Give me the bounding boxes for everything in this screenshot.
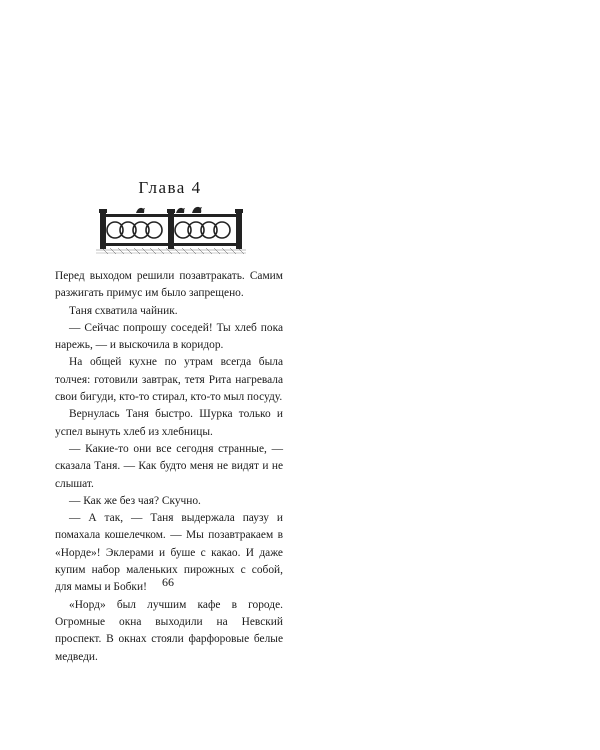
chapter-title: Глава 4 <box>138 178 202 197</box>
paragraph: — Как же без чая? Скучно. <box>69 494 201 507</box>
right-page <box>300 0 600 750</box>
paragraph: — Какие-то они все сегодня странные, — сказала Таня. — Как будто меня не видят и не слышат. <box>55 442 283 490</box>
paragraph: Таня схватила чайник. <box>69 304 178 317</box>
paragraph: Перед выходом решили позавтракать. Самим разжигать примус им было запрещено. <box>55 270 283 300</box>
page-number: 66 <box>162 575 174 589</box>
left-page-text <box>55 268 283 666</box>
fence-illustration <box>96 198 246 258</box>
paragraph: Вернулась Таня быстро. Шурка только и успел вынуть хлеб из хлебницы. <box>55 408 283 438</box>
paragraph: «Норд» был лучшим кафе в городе. Огромные окна выходили на Невский проспект. В окнах стояли фарфоровые белые медведи. <box>55 598 283 663</box>
paragraph: На общей кухне по утрам всегда была толчея: готовили завтрак, тетя Рита нагревала свои бигуди, кто-то стирал, кто-то мыл посуду. <box>55 356 283 404</box>
paragraph: — Сейчас попрошу соседей! Ты хлеб пока нарежь, — и выскочила в коридор. <box>55 321 283 352</box>
paragraph: — А так, — Таня выдержала паузу и помахала кошелечком. — Мы позавтракаем в «Норде»! Эклерами и буше с какао. И даже купим набор маленьких пирожных с собой, для мамы и Бобки! <box>55 512 283 594</box>
